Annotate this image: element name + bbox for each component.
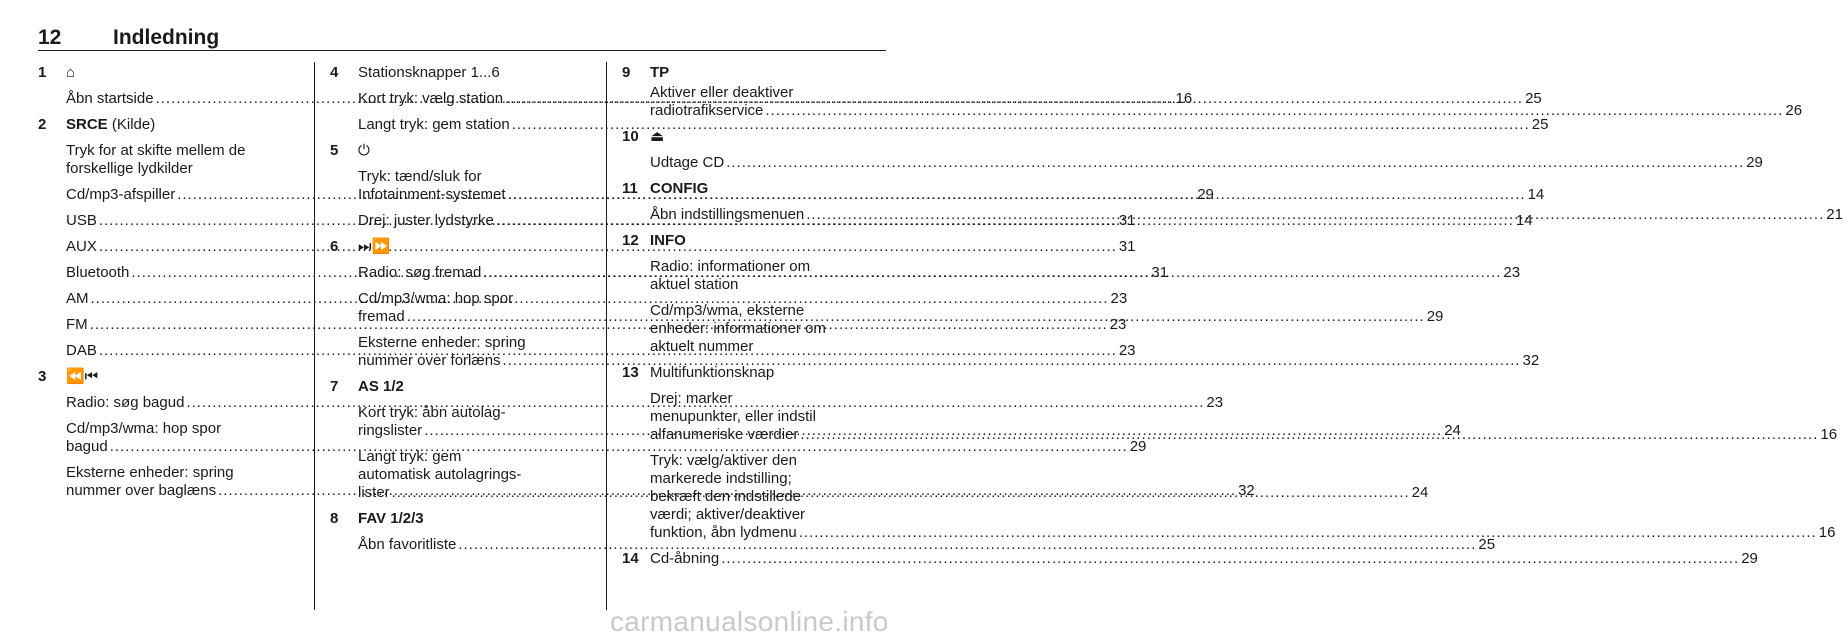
page-ref: 26 [1785,102,1803,119]
item-bold-label: FAV 1/2/3 [358,510,424,527]
watermark: carmanualsonline.info [610,606,889,637]
item-label [358,64,500,82]
entry-line: Langt tryk: gem [358,448,462,465]
item-label [650,128,664,146]
item-heading [38,116,298,134]
entry-line: aktuelt nummer [650,338,754,355]
page-ref: 24 [1444,422,1461,439]
item-number: 3 [38,368,47,385]
entry-text: Radio: søg fremad [358,264,482,281]
item-label [650,364,774,382]
entry-line: Eksterne enheder: spring [358,334,526,351]
column-divider-1 [314,62,315,610]
item-label [358,142,370,160]
seek-back-icon: ⏪⏮ [66,368,99,385]
item-heading [330,510,592,528]
page-ref: 31 [1151,264,1169,281]
entry-text: radiotrafikservice [650,102,764,119]
page-number: 12 [38,26,62,49]
entry-text: USB [66,212,97,229]
page-ref: 29 [1741,550,1758,567]
page-ref: 16 [1820,426,1838,443]
item-heading [330,378,592,396]
entry [66,142,298,178]
chapter-title: Indledning [113,26,220,49]
item-number: 2 [38,116,47,133]
entry-line: Tryk for at skifte mellem de [66,142,246,159]
item-label [650,64,669,82]
seek-forward-icon: ⏭⏩ [358,238,391,255]
item-heading [38,64,298,82]
entry-text: Cd/mp3-afspiller [66,186,176,203]
item-heading [622,128,884,146]
item-heading [330,64,592,82]
item-number: 11 [622,180,638,197]
entry-text: DAB [66,342,97,359]
item-heading [330,142,592,160]
entry-text: Åbn indstillingsmenuen [650,206,805,223]
entry-text: AM [66,290,89,307]
item-heading [622,64,884,82]
entry-line: bekræft den indstillede [650,488,801,505]
entry-text: lister [358,484,390,501]
entry [358,536,1496,554]
dot-leader [392,484,1410,502]
dot-leader [726,154,1744,172]
entry-line: enheder: informationer om [650,320,826,337]
item-line [650,550,1758,568]
entry-text: Infotainment-systemet [358,186,506,203]
entry-line: aktuel station [650,276,739,293]
entry-line: Radio: informationer om [650,258,811,275]
item-label [650,232,686,250]
item-heading [622,232,884,250]
entry-line: forskellige lydkilder [66,160,193,177]
entry-text: Bluetooth [66,264,130,281]
page-ref: 29 [1426,308,1444,325]
item-number: 4 [330,64,339,81]
item-number: 10 [622,128,639,145]
entry-line: Cd/mp3/wma, eksterne [650,302,805,319]
item-bold-label: SRCE [66,116,108,133]
item-number: 9 [622,64,631,81]
item-label-text: Stationsknapper 1...6 [358,64,500,81]
entry-text: Åbn startside [66,90,154,107]
item-label-text: (Kilde) [107,116,156,133]
item-number: 13 [622,364,639,381]
page-ref: 14 [1515,212,1533,229]
entry-text: Udtage CD [650,154,725,171]
item-block [622,232,884,356]
entry [650,154,1763,172]
item-label [66,64,75,82]
home-icon: ⌂ [66,64,76,81]
page-ref: 29 [1129,438,1147,455]
entry-line: Kort tryk: åbn autolag- [358,404,506,421]
page-ref: 16 [1818,524,1836,541]
entry-text: bagud [66,438,108,455]
item-bold-label: TP [650,64,670,81]
entry-text: fremad [358,308,405,325]
item-number: 6 [330,238,339,255]
dot-leader [91,290,1109,308]
dot-leader [99,238,1117,256]
item-label [66,116,155,134]
item-leader [650,550,1758,568]
item-bold-label: AS 1/2 [358,378,404,395]
page-ref: 29 [1197,186,1214,203]
entry [650,302,884,356]
page-ref: 25 [1531,116,1549,133]
page-ref: 25 [1525,90,1542,107]
entry-text: nummer over baglæns [66,482,217,499]
column-divider-2 [606,62,607,610]
entry-text: Langt tryk: gem station [358,116,510,133]
entry-line: markerede indstilling; [650,470,792,487]
item-number: 5 [330,142,339,159]
page-ref: 32 [1522,352,1540,369]
item-block [622,128,1763,172]
page-ref: 23 [1503,264,1521,281]
entry-text: funktion, åbn lydmenu [650,524,797,541]
entry-text: alfanumeriske værdier [650,426,799,443]
item-label: Cd-åbning [650,550,720,567]
page-ref: 23 [1110,290,1128,307]
entry-line: Aktiver eller deaktiver [650,84,794,101]
item-label [358,238,390,256]
item-label [358,378,404,396]
eject-icon: ⏏ [650,128,665,145]
entry-text: Åbn favoritliste [358,536,457,553]
entry-line: værdi; aktiver/deaktiver [650,506,806,523]
entry-text: nummer over forlæns [358,352,501,369]
entry-text: Drej: juster lydstyrke [358,212,494,229]
item-heading [330,238,592,256]
header-rule [38,50,886,51]
power-icon: ⏻ [358,142,370,159]
page-ref: 21 [1826,206,1843,223]
page-ref: 23 [1118,342,1136,359]
page-ref: 31 [1118,212,1136,229]
dot-leader [806,206,1824,224]
item-label [650,180,708,198]
entry-line: Tryk: vælg/aktiver den [650,452,797,469]
entry-leader-line [358,352,1540,370]
entry-line: Cd/mp3/wma: hop spor [358,290,514,307]
dot-leader [800,426,1818,444]
entry-line: Tryk: tænd/sluk for [358,168,482,185]
entry-line: Drej: marker [650,390,733,407]
dot-leader [721,550,1739,568]
entry-leader-line [650,154,1763,172]
item-bold-label: CONFIG [650,180,709,197]
entry-line: menupunkter, eller indstil [650,408,816,425]
page-ref: 25 [1478,536,1496,553]
entry-text: AUX [66,238,97,255]
entry-line: automatisk autolagrings- [358,466,522,483]
item-number: 14 [622,550,639,567]
entry-leader-line [650,524,1836,542]
entry-leader-line [358,536,1496,554]
entry-line: Cd/mp3/wma: hop spor [66,420,222,437]
page-ref: 24 [1411,484,1429,501]
entry-leader-line [358,116,1549,134]
page-ref: 23 [1206,394,1224,411]
page-ref: 23 [1109,316,1127,333]
item-block [622,550,1758,568]
item-heading [622,180,884,198]
page-ref: 16 [1175,90,1193,107]
dot-leader [407,308,1425,326]
item-label [358,510,424,528]
entry [358,116,1549,134]
item-number: 1 [38,64,47,81]
item-label [66,368,98,386]
item-heading [38,368,298,386]
entry-text: Kort tryk: vælg station [358,90,504,107]
entry-text: ringslister [358,422,423,439]
page-ref: 32 [1238,482,1255,499]
entry-leader-line [66,438,1147,456]
item-bold-label: INFO [650,232,686,249]
item-label-text: Multifunktionsknap [650,364,775,381]
entry [650,258,884,294]
item-number: 12 [622,232,639,249]
page-header [38,26,886,50]
item-number: 7 [330,378,339,395]
page-ref: 14 [1527,186,1545,203]
dot-leader [799,524,1817,542]
page-ref: 29 [1746,154,1763,171]
dot-leader [765,102,1783,120]
entry-line: Eksterne enheder: spring [66,464,234,481]
page-ref: 31 [1118,238,1136,255]
item-heading [622,550,1758,568]
entry-text: FM [66,316,88,333]
entry-leader-line [650,102,1803,120]
item-number: 8 [330,510,339,527]
entry-text: Radio: søg bagud [66,394,185,411]
item-heading [622,364,884,382]
